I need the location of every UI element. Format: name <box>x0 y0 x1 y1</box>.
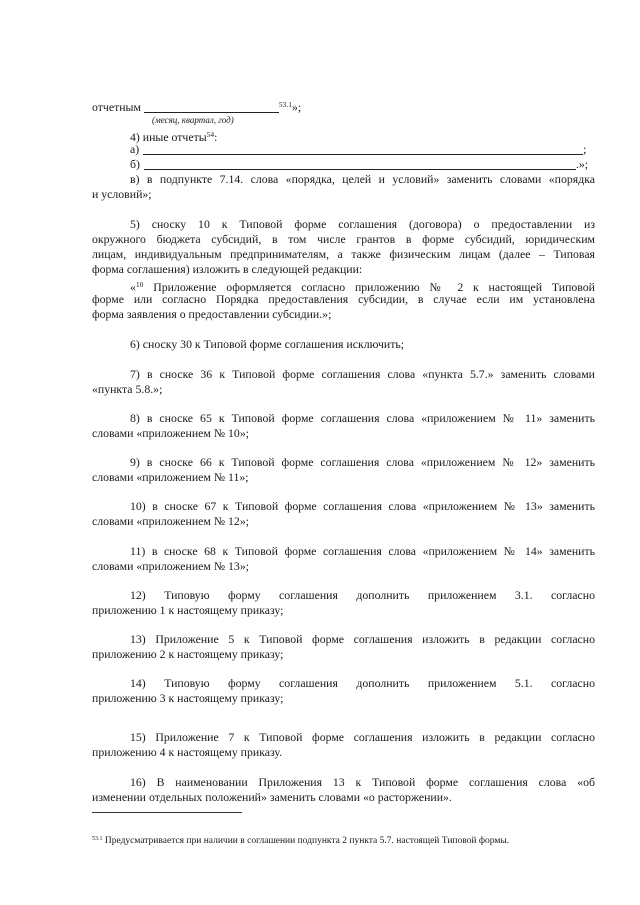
para-14-line-1: 14) Типовую форму соглашения дополнить приложением 5.1. согласно <box>130 676 595 690</box>
item-a-line: а) ; <box>130 142 587 156</box>
para-15-line-2: приложению 4 к настоящему приказу. <box>92 745 283 759</box>
para-5-line-3: лицам, индивидуальным предпринимателям, а также физическим лицам (далее – Типовая <box>92 247 595 261</box>
para-5-line-2: окружного бюджета субсидий, в том числе грантов в форме субсидий, юридическим <box>92 232 595 246</box>
para-5-line-1: 5) сноску 10 к Типовой форме соглашения (договора) о предоставлении из <box>130 217 595 231</box>
para-5-line-6: форме или согласно Порядка предоставления субсидии, в случае если им установлена <box>92 292 595 306</box>
para-12-line-2: приложению 1 к настоящему приказу; <box>92 603 284 617</box>
footnote-mark: 53.1 <box>92 836 103 842</box>
item-b-blank <box>144 158 576 170</box>
para-9-line-1: 9) в сноске 66 к Типовой форме соглашения слова «приложением № 12» заменить <box>130 455 595 469</box>
para-7-line-2: «пункта 5.8.»; <box>92 382 163 396</box>
item-v-line-1: в) в подпункте 7.14. слова «порядка, целей и условий» заменить словами «порядка <box>130 172 595 186</box>
otchet-word: отчетным <box>92 100 141 114</box>
para-10-line-1: 10) в сноске 67 к Типовой форме соглашения слова «приложением № 13» заменить <box>130 499 595 513</box>
item-a-label: а) <box>130 142 140 156</box>
footnote-53-1 <box>92 833 509 847</box>
para-16-line-1: 16) В наименовании Приложения 13 к Типовой форме соглашения слова «об <box>130 775 595 789</box>
period-blank <box>144 101 279 113</box>
para-15-line-1: 15) Приложение 7 к Типовой форме соглашения изложить в редакции согласно <box>130 730 595 744</box>
footnote-separator <box>92 812 242 813</box>
footnote-ref-53-1: 53.1 <box>278 100 293 109</box>
para-13-line-2: приложению 2 к настоящему приказу; <box>92 647 284 661</box>
para-12-line-1: 12) Типовую форму соглашения дополнить приложением 3.1. согласно <box>130 588 595 602</box>
para-5-line-7: форма заявления о предоставлении субсидии.»; <box>92 307 332 321</box>
para-14-line-2: приложению 3 к настоящему приказу; <box>92 691 284 705</box>
para-11-line-2: словами «приложением № 13»; <box>92 559 249 573</box>
para-13-line-1: 13) Приложение 5 к Типовой форме соглашения изложить в редакции согласно <box>130 632 595 646</box>
item-b-line: б) .»; <box>130 157 589 171</box>
para-5-line-4: форма соглашения) изложить в следующей редакции: <box>92 262 363 276</box>
para-9-line-2: словами «приложением № 11»; <box>92 470 249 484</box>
otchet-line <box>92 97 595 115</box>
para-7-line-1: 7) в сноске 36 к Типовой форме соглашения слова «пункта 5.7.» заменить словами <box>130 367 595 381</box>
para-5-line-5: «$^{10}$ Приложение оформляется согласно приложению № 2 к настоящей Типовой <box>130 280 595 294</box>
item-a-blank <box>143 143 583 155</box>
para-6: 6) сноску 30 к Типовой форме соглашения исключить; <box>130 337 405 351</box>
otchet-end: »; <box>292 100 302 114</box>
para-8-line-2: словами «приложением № 10»; <box>92 426 249 440</box>
para-16-line-2: изменении отдельных положений» заменить словами «о расторжении». <box>92 790 452 804</box>
item-4-line: 4) иные отчеты$^{54}$: <box>130 130 218 144</box>
para-10-line-2: словами «приложением № 12»; <box>92 514 249 528</box>
period-caption: (месяц, квартал, год) <box>152 115 234 125</box>
para-11-line-1: 11) в сноске 68 к Типовой форме соглашения слова «приложением № 14» заменить <box>130 544 595 558</box>
footnote-text: Предусматривается при наличии в соглашении подпункта 2 пункта 5.7. настоящей Типовой формы. <box>102 836 510 846</box>
item-v-line-2: и условий»; <box>92 187 152 201</box>
item-b-label: б) <box>130 157 140 171</box>
para-8-line-1: 8) в сноске 65 к Типовой форме соглашения слова «приложением № 11» заменить <box>130 411 595 425</box>
footnote-ref-10: 10 <box>135 280 144 289</box>
footnote-ref-54: 54 <box>206 130 215 139</box>
